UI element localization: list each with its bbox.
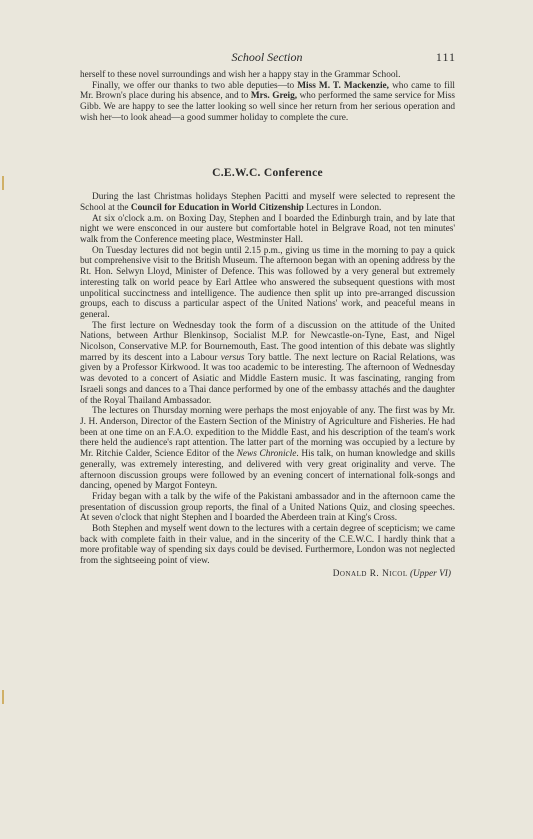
article-paragraph-7: Both Stephen and myself went down to the lectures with a certain degree of scepticism; we came back with complete faith in their value, and in the sincerity of the C.E.W.C. I hardly think that a more profitable way of spending six days could be devised. Furthermore, London was not neglected from the sightseeing point of view. xyxy=(80,524,455,567)
deputy-name-1: Miss M. T. Mackenzie, xyxy=(297,80,390,91)
intro-paragraph-2 xyxy=(80,81,455,124)
article-text: . His talk, on human knowledge and skills generally, was extremely interesting, and delivered with very great originality and verve. The afternoon discussion groups were followed by an evening concert of international folk-songs and dancing, opened by Margot Fonteyn. xyxy=(80,449,455,492)
intro-paragraph-1: herself to these novel surroundings and wish her a happy stay in the Grammar School. xyxy=(80,70,401,80)
margin-mark-bottom xyxy=(2,690,4,704)
section-title: School Section xyxy=(231,50,303,64)
article-paragraph-1 xyxy=(80,192,455,213)
newspaper-title: News Chronicle xyxy=(236,449,297,460)
council-name: Council for Education in World Citizenship xyxy=(130,202,304,213)
article-text: During the last Christmas holidays Stephen Pacitti and myself were selected to represent the School at the xyxy=(80,192,455,213)
article-text: The first lecture on Wednesday took the form of a discussion on the attitude of the United Nations, between Arthur Blenkinsop, Socialist M.P. for Newcastle-on-Tyne, East, and Nigel Nicolson, Conservative M.P. for Bournemouth, East. The good intention of this debate was slightly marred by its descent into a Labour xyxy=(80,320,455,363)
article-text: The lectures on Thursday morning were perhaps the most enjoyable of any. The first was by Mr. J. H. Anderson, Director of the Eastern Section of the Ministry of Agriculture and Fisheries. He had been at one time on an F.A.O. expedition to the Middle East, and his description of the team's work there held the audience's rapt attention. The latter part of the morning was occupied by a lecture by Mr. Ritchie Calder, Science Editor of the xyxy=(80,406,455,460)
article-paragraph-6: Friday began with a talk by the wife of the Pakistani ambassador and in the afternoon came the presentation of discussion group reports, the final of a United Nations Quiz, and closing speeches. At seven o'clock that night Stephen and I boarded the Aberdeen train at King's Cross. xyxy=(80,491,455,524)
intro-text: who came to fill Mr. Brown's place during his absence, and to xyxy=(80,80,455,102)
article-paragraph-2: At six o'clock a.m. on Boxing Day, Stephen and I boarded the Edinburgh train, and by late that night we were ensconced in our austere but comfortable hotel in Belgrave Road, not ten minutes' walk from the Conference meeting place, Westminster Hall. xyxy=(80,213,455,246)
article-paragraph-4 xyxy=(80,321,455,407)
intro-text: who performed the same service for Miss Gibb. We are happy to see the latter looking so well since her return from her serious operation and wish her—to look ahead—a good summer holiday to complete the cure. xyxy=(80,91,455,123)
intro-text: Finally, we offer our thanks to two able deputies—to xyxy=(92,80,298,91)
signature-name: Donald R. Nicol xyxy=(332,568,408,579)
article-paragraph-3: On Tuesday lectures did not begin until 2.15 p.m., giving us time in the morning to pay a quick but comprehensive visit to the British Museum. The afternoon began with an opening address by the Rt. Hon. Selwyn Lloyd, Minister of Defence. This was followed by a very general but extremely interesting talk on world peace by Earl Attlee who answered the subsequent questions with most unpolitical succinctness and intelligence. The audience then split up into pre-arranged discussion groups, each to discuss a particular aspect of the United Nations' work, and peaceful means in general. xyxy=(80,245,455,320)
article-text: Lectures in London. xyxy=(303,202,382,213)
page-body xyxy=(80,70,455,580)
article-text: Tory battle. The next lecture on Racial Relations, was given by a Professor Kirkwood. It was too academic to be interesting. The afternoon of Wednesday was devoted to a concert of Asiatic and Middle Eastern music. It was fascinating, ranging from Israeli songs and dances to a Thai dance performed by one of the embassy attachés and the daughter of the Royal Thailand Ambassador. xyxy=(80,352,455,406)
signature xyxy=(80,569,455,580)
page-number: 111 xyxy=(435,50,456,64)
signature-form: (Upper VI) xyxy=(409,568,451,579)
article-paragraph-5 xyxy=(80,406,455,492)
running-header xyxy=(78,50,456,66)
deputy-name-2: Mrs. Greig, xyxy=(250,91,298,102)
margin-mark-top xyxy=(2,176,4,190)
article-heading: C.E.W.C. Conference xyxy=(212,166,323,179)
article-italic: versus xyxy=(220,352,245,363)
